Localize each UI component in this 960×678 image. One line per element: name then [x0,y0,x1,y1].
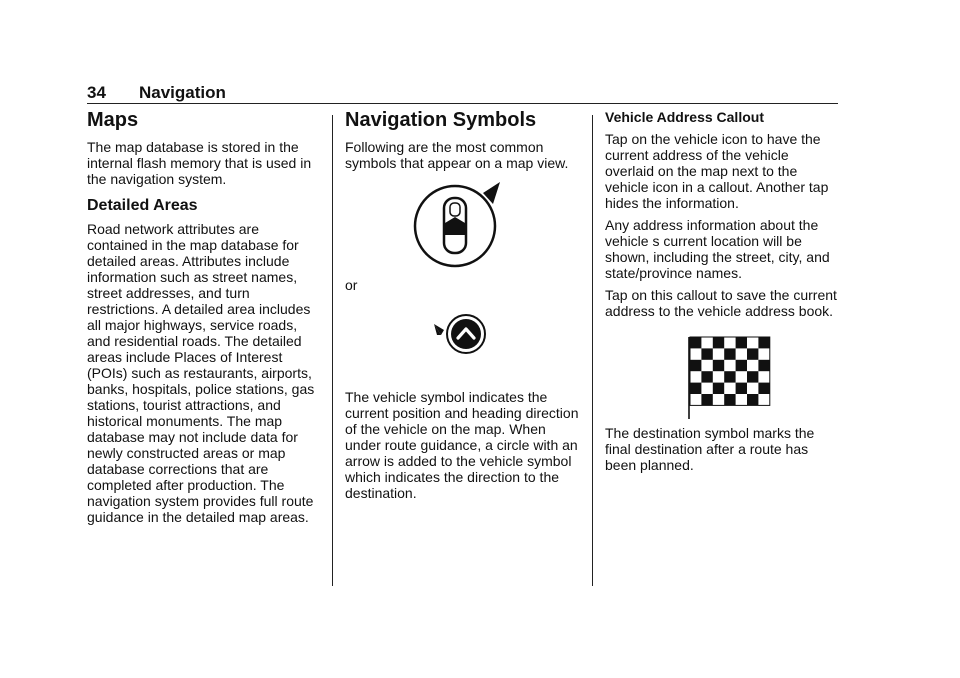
callout-paragraph-1: Tap on the vehicle icon to have the current address of the vehicle overlaid on the map next to the vehicle icon in a callout. Another tap hides the information. [605,131,829,211]
destination-flag-figure [605,325,841,425]
callout-paragraph-2: Any address information about the vehicle s current location will be shown, including the street, city, and state/province names. [605,217,830,281]
vehicle-with-direction-arrow-icon [345,177,581,277]
page-number: 34 [87,83,106,102]
vehicle-address-callout-heading: Vehicle Address Callout [605,109,764,125]
column-maps [87,108,323,531]
checkered-flag-icon [605,325,841,425]
destination-symbol-body: The destination symbol marks the final destination after a route has been planned. [605,425,815,473]
vehicle-heading-icon [345,299,581,389]
vehicle-guidance-figure [345,177,581,277]
column-divider-1 [332,115,333,586]
column-navigation-symbols [345,108,581,507]
detailed-areas-heading: Detailed Areas [87,197,198,214]
navigation-symbols-heading: Navigation Symbols [345,109,537,131]
maps-heading: Maps [87,109,139,131]
page-header [87,83,226,103]
vehicle-symbol-figure [345,299,581,389]
vehicle-symbol-body: The vehicle symbol indicates the current position and heading direction of the vehicle on the map. When under route guidance, a circle with an arrow is added to the vehicle symbol which indicates the direction to the destination. [345,389,579,501]
callout-paragraph-3: Tap on this callout to save the current address to the vehicle address book. [605,287,837,319]
navigation-symbols-intro: Following are the most common symbols that appear on a map view. [345,139,569,171]
section-title: Navigation [139,83,226,102]
or-text: or [345,277,358,293]
maps-intro: The map database is stored in the internal flash memory that is used in the navigation system. [87,139,312,187]
column-vehicle-address [605,108,841,479]
header-divider [87,103,838,104]
flag-checkerboard [690,337,770,405]
detailed-areas-body: Road network attributes are contained in the map database for detailed areas. Attributes include information such as street names, street addresses, and turn restrictions. A detailed area includes all major highways, service roads, and residential roads. The detailed areas include Places of Interest (POIs) such as restaurants, airports, banks, hospitals, police stations, gas stations, tourist attractions, and historical monuments. The map database may not include data for newly constructed areas or map database corrections that are completed after production. The navigation system provides full route guidance in the detailed map areas. [87,221,315,525]
column-divider-2 [592,115,593,586]
